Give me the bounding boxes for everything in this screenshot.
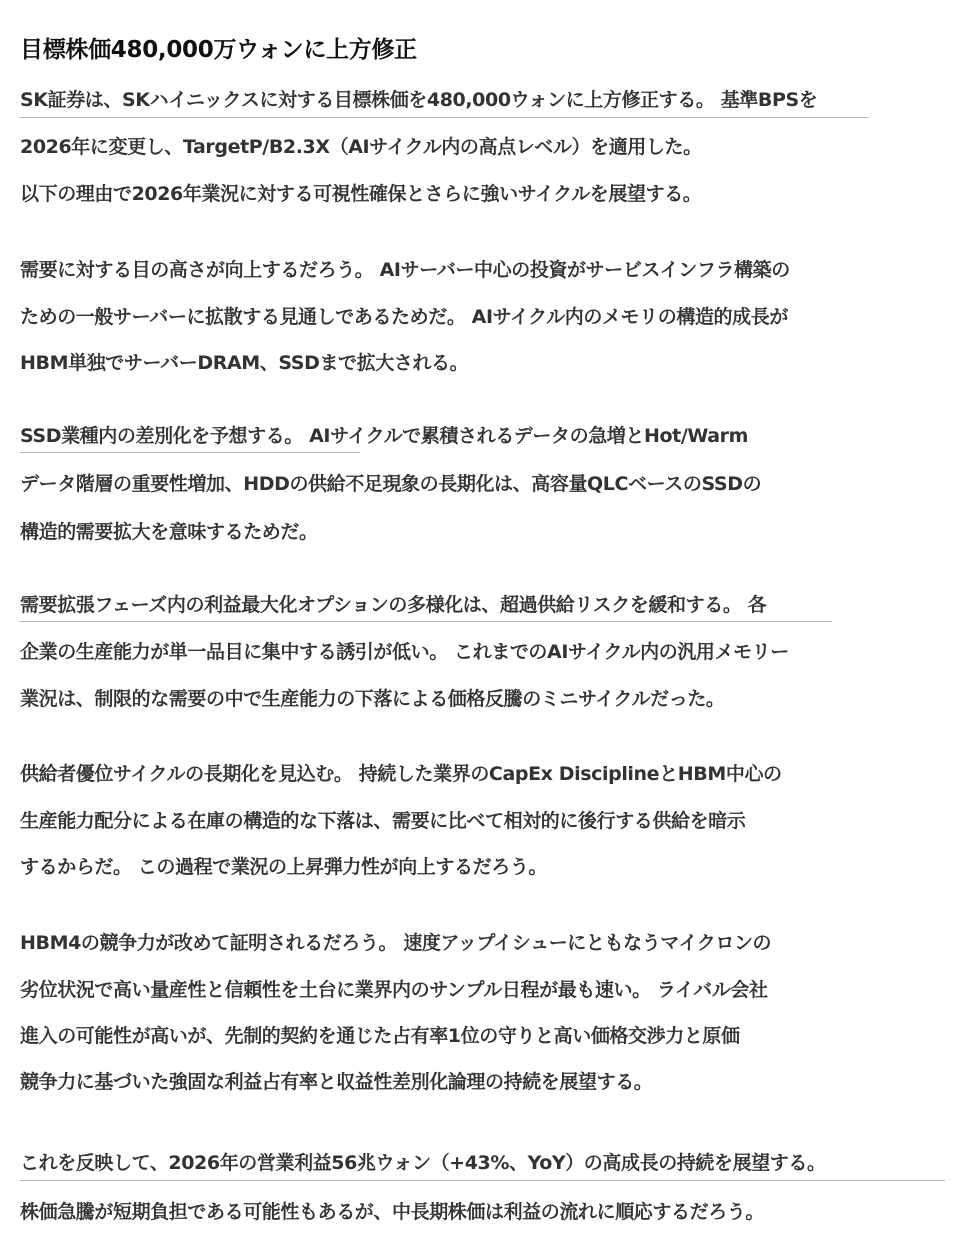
- paragraph-line: 需要拡張フェーズ内の利益最大化オプションの多様化は、超過供給リスクを緩和する。 各: [20, 594, 767, 616]
- paragraph-line: 企業の生産能力が単一品目に集中する誘引が低い。 これまでのAIサイクル内の汎用メモリー: [20, 641, 789, 663]
- paragraph-line: 劣位状況で高い量産性と信頼性を土台に業界内のサンプル日程が最も速い。 ライバル会社: [20, 979, 768, 1001]
- paragraph-line: 生産能力配分による在庫の構造的な下落は、需要に比べて相対的に後行する供給を暗示: [20, 810, 746, 832]
- paragraph-line: SK証券は、SKハイニックスに対する目標株価を480,000ウォンに上方修正する。 基準BPSを: [20, 89, 818, 111]
- underline-rule: [20, 621, 832, 622]
- paragraph-line: 以下の理由で2026年業況に対する可視性確保とさらに強いサイクルを展望する。: [20, 183, 702, 205]
- paragraph-line: HBM4の競争力が改めて証明されるだろう。 速度アップイシューにともなうマイクロンの: [20, 932, 772, 954]
- paragraph-line: するからだ。 この過程で業況の上昇弾力性が向上するだろう。: [20, 856, 548, 878]
- underline-rule: [20, 1180, 945, 1181]
- paragraph-line: 構造的需要拡大を意味するためだ。: [20, 521, 318, 543]
- paragraph-line: 供給者優位サイクルの長期化を見込む。 持続した業界のCapEx DisciplineとHBM中心の: [20, 763, 782, 785]
- paragraph-line: 進入の可能性が高いが、先制的契約を通じた占有率1位の守りと高い価格交渉力と原価: [20, 1025, 740, 1047]
- paragraph-line: 需要に対する目の高さが向上するだろう。 AIサーバー中心の投資がサービスインフラ構築の: [20, 259, 790, 281]
- paragraph-line: SSD業種内の差別化を予想する。 AIサイクルで累積されるデータの急増とHot/Warm: [20, 425, 749, 447]
- paragraph-line: データ階層の重要性増加、HDDの供給不足現象の長期化は、高容量QLCベースのSSDの: [20, 473, 762, 495]
- paragraph-line: これを反映して、2026年の営業利益56兆ウォン（+43%、YoY）の高成長の持続を展望する。: [20, 1152, 826, 1174]
- paragraph-line: 株価急騰が短期負担である可能性もあるが、中長期株価は利益の流れに順応するだろう。: [20, 1201, 765, 1223]
- paragraph-line: 業況は、制限的な需要の中で生産能力の下落による価格反騰のミニサイクルだった。: [20, 688, 725, 710]
- paragraph-line: HBM単独でサーバーDRAM、SSDまで拡大される。: [20, 352, 469, 374]
- paragraph-line: 2026年に変更し、TargetP/B2.3X（AIサイクル内の高点レベル）を適用した。: [20, 136, 702, 158]
- underline-rule: [20, 452, 360, 453]
- paragraph-line: ための一般サーバーに拡散する見通しであるためだ。 AIサイクル内のメモリの構造的成長が: [20, 306, 788, 328]
- document-title: 目標株価480,000万ウォンに上方修正: [20, 37, 417, 63]
- underline-rule: [20, 117, 868, 118]
- paragraph-line: 競争力に基づいた強固な利益占有率と収益性差別化論理の持続を展望する。: [20, 1071, 653, 1093]
